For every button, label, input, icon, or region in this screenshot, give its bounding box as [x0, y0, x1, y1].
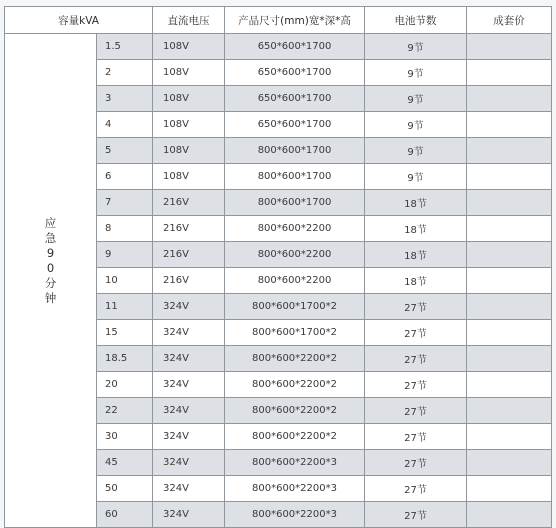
- cell-battery-cells: 27节: [365, 372, 467, 398]
- cell-dc-voltage: 108V: [153, 112, 225, 138]
- cell-battery-cells: 27节: [365, 502, 467, 528]
- cell-dc-voltage: 324V: [153, 476, 225, 502]
- cell-dc-voltage: 324V: [153, 502, 225, 528]
- cell-size: 800*600*2200*2: [225, 346, 365, 372]
- cell-set-price: [467, 242, 552, 268]
- cell-set-price: [467, 216, 552, 242]
- cell-battery-cells: 27节: [365, 476, 467, 502]
- cell-dc-voltage: 108V: [153, 86, 225, 112]
- group-label-char: 钟: [44, 290, 57, 305]
- cell-capacity: 7: [97, 190, 153, 216]
- spec-sheet: [4, 6, 551, 522]
- cell-capacity: 1.5: [97, 34, 153, 60]
- cell-set-price: [467, 268, 552, 294]
- cell-set-price: [467, 424, 552, 450]
- cell-set-price: [467, 294, 552, 320]
- cell-battery-cells: 27节: [365, 294, 467, 320]
- cell-size: 650*600*1700: [225, 86, 365, 112]
- cell-dc-voltage: 216V: [153, 216, 225, 242]
- cell-size: 800*600*2200: [225, 242, 365, 268]
- cell-size: 800*600*2200*3: [225, 502, 365, 528]
- cell-set-price: [467, 34, 552, 60]
- cell-dc-voltage: 324V: [153, 424, 225, 450]
- cell-capacity: 10: [97, 268, 153, 294]
- cell-size: 650*600*1700: [225, 34, 365, 60]
- cell-set-price: [467, 398, 552, 424]
- cell-battery-cells: 18节: [365, 190, 467, 216]
- cell-set-price: [467, 86, 552, 112]
- cell-capacity: 8: [97, 216, 153, 242]
- cell-size: 650*600*1700: [225, 112, 365, 138]
- cell-capacity: 20: [97, 372, 153, 398]
- group-label-char: 90: [46, 245, 55, 275]
- cell-set-price: [467, 164, 552, 190]
- cell-dc-voltage: 324V: [153, 372, 225, 398]
- cell-capacity: 45: [97, 450, 153, 476]
- group-label-cell: [5, 34, 97, 528]
- header-size: 产品尺寸(mm)宽*深*高: [225, 7, 365, 34]
- header-row: [5, 7, 552, 34]
- table-header: [5, 7, 552, 34]
- cell-dc-voltage: 324V: [153, 398, 225, 424]
- cell-set-price: [467, 190, 552, 216]
- cell-dc-voltage: 216V: [153, 268, 225, 294]
- cell-dc-voltage: 324V: [153, 450, 225, 476]
- cell-set-price: [467, 138, 552, 164]
- cell-size: 650*600*1700: [225, 60, 365, 86]
- cell-size: 800*600*1700: [225, 138, 365, 164]
- cell-size: 800*600*2200*2: [225, 424, 365, 450]
- cell-battery-cells: 9节: [365, 138, 467, 164]
- cell-battery-cells: 27节: [365, 320, 467, 346]
- cell-set-price: [467, 112, 552, 138]
- group-label: [44, 216, 58, 306]
- group-label-char: 分: [44, 275, 57, 290]
- cell-size: 800*600*2200*2: [225, 398, 365, 424]
- cell-battery-cells: 9节: [365, 112, 467, 138]
- cell-dc-voltage: 108V: [153, 34, 225, 60]
- cell-capacity: 60: [97, 502, 153, 528]
- cell-size: 800*600*1700*2: [225, 294, 365, 320]
- cell-size: 800*600*1700: [225, 164, 365, 190]
- cell-size: 800*600*2200*3: [225, 476, 365, 502]
- cell-dc-voltage: 108V: [153, 164, 225, 190]
- cell-capacity: 11: [97, 294, 153, 320]
- cell-battery-cells: 9节: [365, 86, 467, 112]
- cell-battery-cells: 27节: [365, 398, 467, 424]
- cell-capacity: 18.5: [97, 346, 153, 372]
- cell-dc-voltage: 216V: [153, 242, 225, 268]
- cell-capacity: 50: [97, 476, 153, 502]
- cell-capacity: 6: [97, 164, 153, 190]
- cell-capacity: 15: [97, 320, 153, 346]
- cell-battery-cells: 9节: [365, 60, 467, 86]
- cell-battery-cells: 27节: [365, 424, 467, 450]
- cell-size: 800*600*1700*2: [225, 320, 365, 346]
- cell-size: 800*600*2200: [225, 216, 365, 242]
- header-capacity: 容量kVA: [5, 7, 153, 34]
- cell-capacity: 2: [97, 60, 153, 86]
- cell-capacity: 3: [97, 86, 153, 112]
- cell-dc-voltage: 216V: [153, 190, 225, 216]
- table-body: [5, 34, 552, 528]
- cell-battery-cells: 9节: [365, 34, 467, 60]
- cell-set-price: [467, 60, 552, 86]
- cell-capacity: 30: [97, 424, 153, 450]
- header-set-price: 成套价: [467, 7, 552, 34]
- table-row: [5, 34, 552, 60]
- header-battery-cells: 电池节数: [365, 7, 467, 34]
- group-label-char: 应: [44, 215, 57, 230]
- cell-dc-voltage: 324V: [153, 346, 225, 372]
- cell-set-price: [467, 502, 552, 528]
- cell-battery-cells: 18节: [365, 242, 467, 268]
- cell-size: 800*600*1700: [225, 190, 365, 216]
- cell-capacity: 4: [97, 112, 153, 138]
- cell-dc-voltage: 324V: [153, 294, 225, 320]
- cell-dc-voltage: 324V: [153, 320, 225, 346]
- cell-set-price: [467, 476, 552, 502]
- cell-capacity: 5: [97, 138, 153, 164]
- cell-battery-cells: 18节: [365, 216, 467, 242]
- ups-spec-table: [4, 6, 552, 528]
- cell-set-price: [467, 372, 552, 398]
- cell-battery-cells: 27节: [365, 450, 467, 476]
- cell-size: 800*600*2200*2: [225, 372, 365, 398]
- cell-set-price: [467, 450, 552, 476]
- cell-capacity: 22: [97, 398, 153, 424]
- cell-battery-cells: 9节: [365, 164, 467, 190]
- cell-size: 800*600*2200*3: [225, 450, 365, 476]
- cell-capacity: 9: [97, 242, 153, 268]
- cell-size: 800*600*2200: [225, 268, 365, 294]
- cell-set-price: [467, 320, 552, 346]
- header-dc-voltage: 直流电压: [153, 7, 225, 34]
- cell-battery-cells: 18节: [365, 268, 467, 294]
- cell-battery-cells: 27节: [365, 346, 467, 372]
- cell-set-price: [467, 346, 552, 372]
- cell-dc-voltage: 108V: [153, 138, 225, 164]
- group-label-char: 急: [44, 230, 57, 245]
- cell-dc-voltage: 108V: [153, 60, 225, 86]
